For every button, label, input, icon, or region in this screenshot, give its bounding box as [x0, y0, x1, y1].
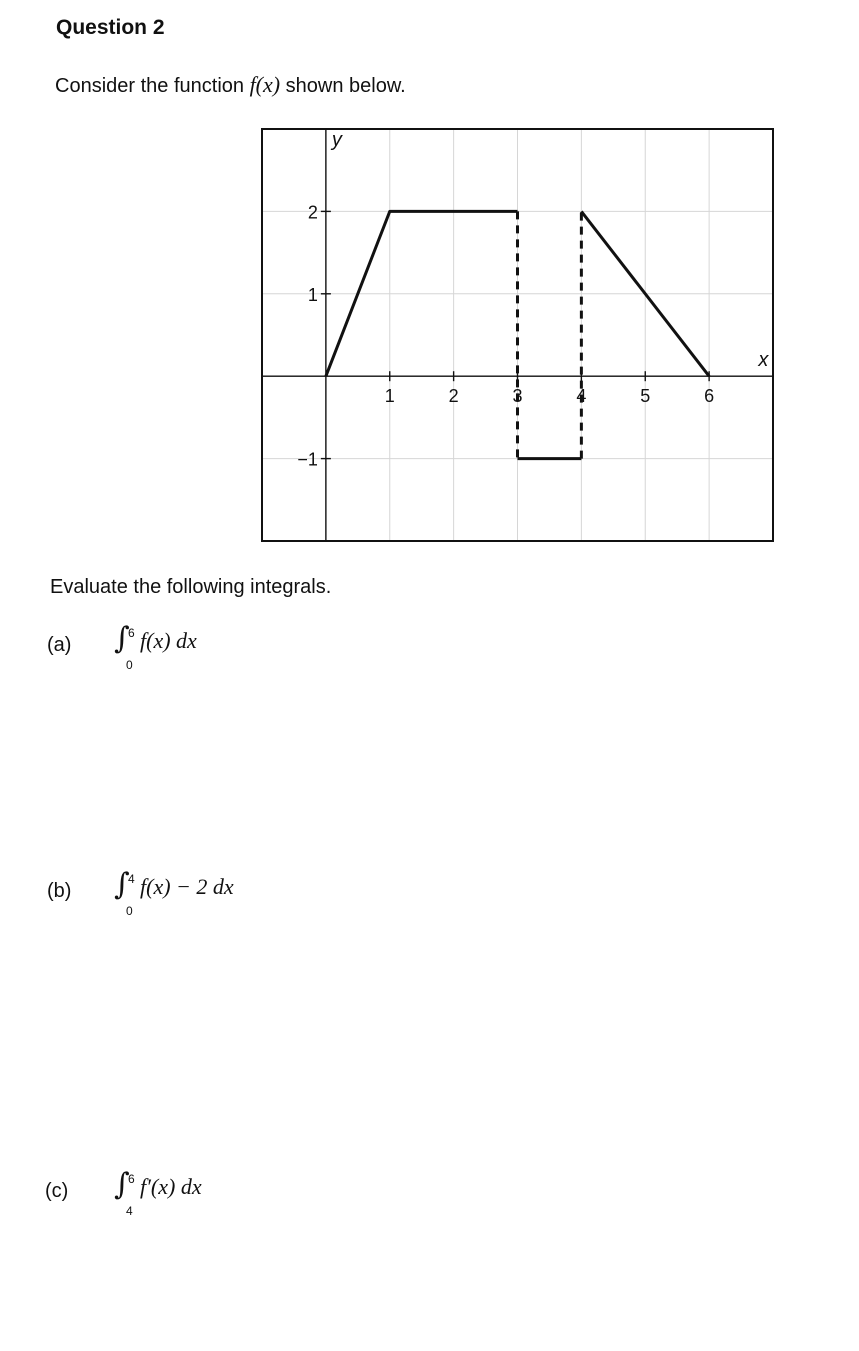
prompt-text: Evaluate the following integrals. [50, 576, 332, 598]
part-a-integral [114, 621, 254, 674]
question-title: Question 2 [56, 16, 165, 39]
part-a-label: (a) [47, 634, 72, 656]
function-graph [261, 128, 774, 542]
integrand: f(x) − 2 dx [140, 874, 234, 899]
function-name: f(x) [249, 72, 281, 97]
y-tick-label: −1 [297, 449, 318, 470]
lower-limit: 0 [126, 904, 133, 918]
y-axis-label: y [331, 129, 342, 151]
intro-suffix: shown below. [280, 75, 406, 97]
axis-ticks [297, 202, 714, 469]
y-tick-label: 2 [307, 202, 318, 223]
upper-limit: 4 [128, 872, 135, 886]
x-tick-label: 6 [704, 386, 715, 407]
integrand: f(x) dx [140, 628, 197, 653]
upper-limit: 6 [128, 626, 135, 640]
x-tick-label: 5 [640, 386, 651, 407]
x-tick-label: 2 [448, 386, 459, 407]
part-c-integral [114, 1167, 254, 1220]
part-b-label: (b) [47, 880, 72, 902]
x-axis-label: x [758, 349, 769, 372]
question-intro [55, 72, 406, 98]
lower-limit: 0 [126, 658, 133, 672]
integral-sign-icon: ∫ [114, 1167, 130, 1202]
integral-sign-icon: ∫ [114, 621, 130, 656]
y-tick-label: 1 [307, 284, 318, 305]
intro-prefix: Consider the function [55, 75, 250, 97]
part-b-integral [114, 867, 294, 920]
grid [262, 129, 773, 541]
lower-limit: 4 [126, 1204, 133, 1218]
upper-limit: 6 [128, 1172, 135, 1186]
x-tick-label: 3 [512, 386, 523, 407]
x-tick-label: 1 [384, 386, 395, 407]
integrand: f′(x) dx [140, 1174, 202, 1199]
x-tick-label: 4 [576, 386, 587, 407]
integral-sign-icon: ∫ [114, 867, 130, 902]
part-c-label: (c) [45, 1180, 69, 1202]
